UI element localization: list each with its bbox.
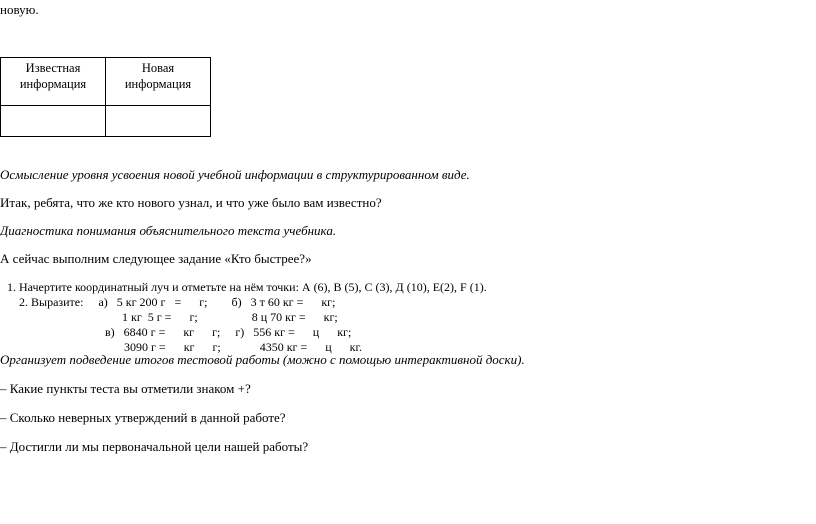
task-1: 1. Начертите координатный луч и отметьте на нём точки: А (6), В (5), С (3), Д (10), Е(2), F (1). [7,280,487,294]
table-header-new: Новая информация [106,58,211,106]
info-table [0,57,211,137]
paragraph-task-intro: А сейчас выполним следующее задание «Кто быстрее?» [0,251,312,266]
paragraph-summary: Организует подведение итогов тестовой работы (можно с помощью интерактивной доски). [0,352,525,367]
question-2: – Сколько неверных утверждений в данной работе? [0,410,286,425]
top-text-fragment: новую. [0,2,39,17]
question-1: – Какие пункты теста вы отметили знаком +? [0,381,251,396]
paragraph-comprehension: Осмысление уровня усвоения новой учебной информации в структурированном виде. [0,167,470,182]
task-2-line-1: 2. Выразите: а) 5 кг 200 г = г; б) 3 т 60 кг = кг; [19,295,336,309]
task-2-line-4: 3090 г = кг г; 4350 кг = ц кг. [124,340,363,354]
table-cell-new [106,106,211,137]
question-3: – Достигли ли мы первоначальной цели нашей работы? [0,439,309,454]
paragraph-diagnostics: Диагностика понимания объяснительного текста учебника. [0,223,337,238]
table-header-known: Известная информация [1,58,106,106]
task-2-line-2: 1 кг 5 г = г; 8 ц 70 кг = кг; [122,310,338,324]
table-cell-known [1,106,106,137]
paragraph-question-what-new: Итак, ребята, что же кто нового узнал, и что уже было вам известно? [0,195,382,210]
task-2-line-3: в) 6840 г = кг г; г) 556 кг = ц кг; [105,325,352,339]
